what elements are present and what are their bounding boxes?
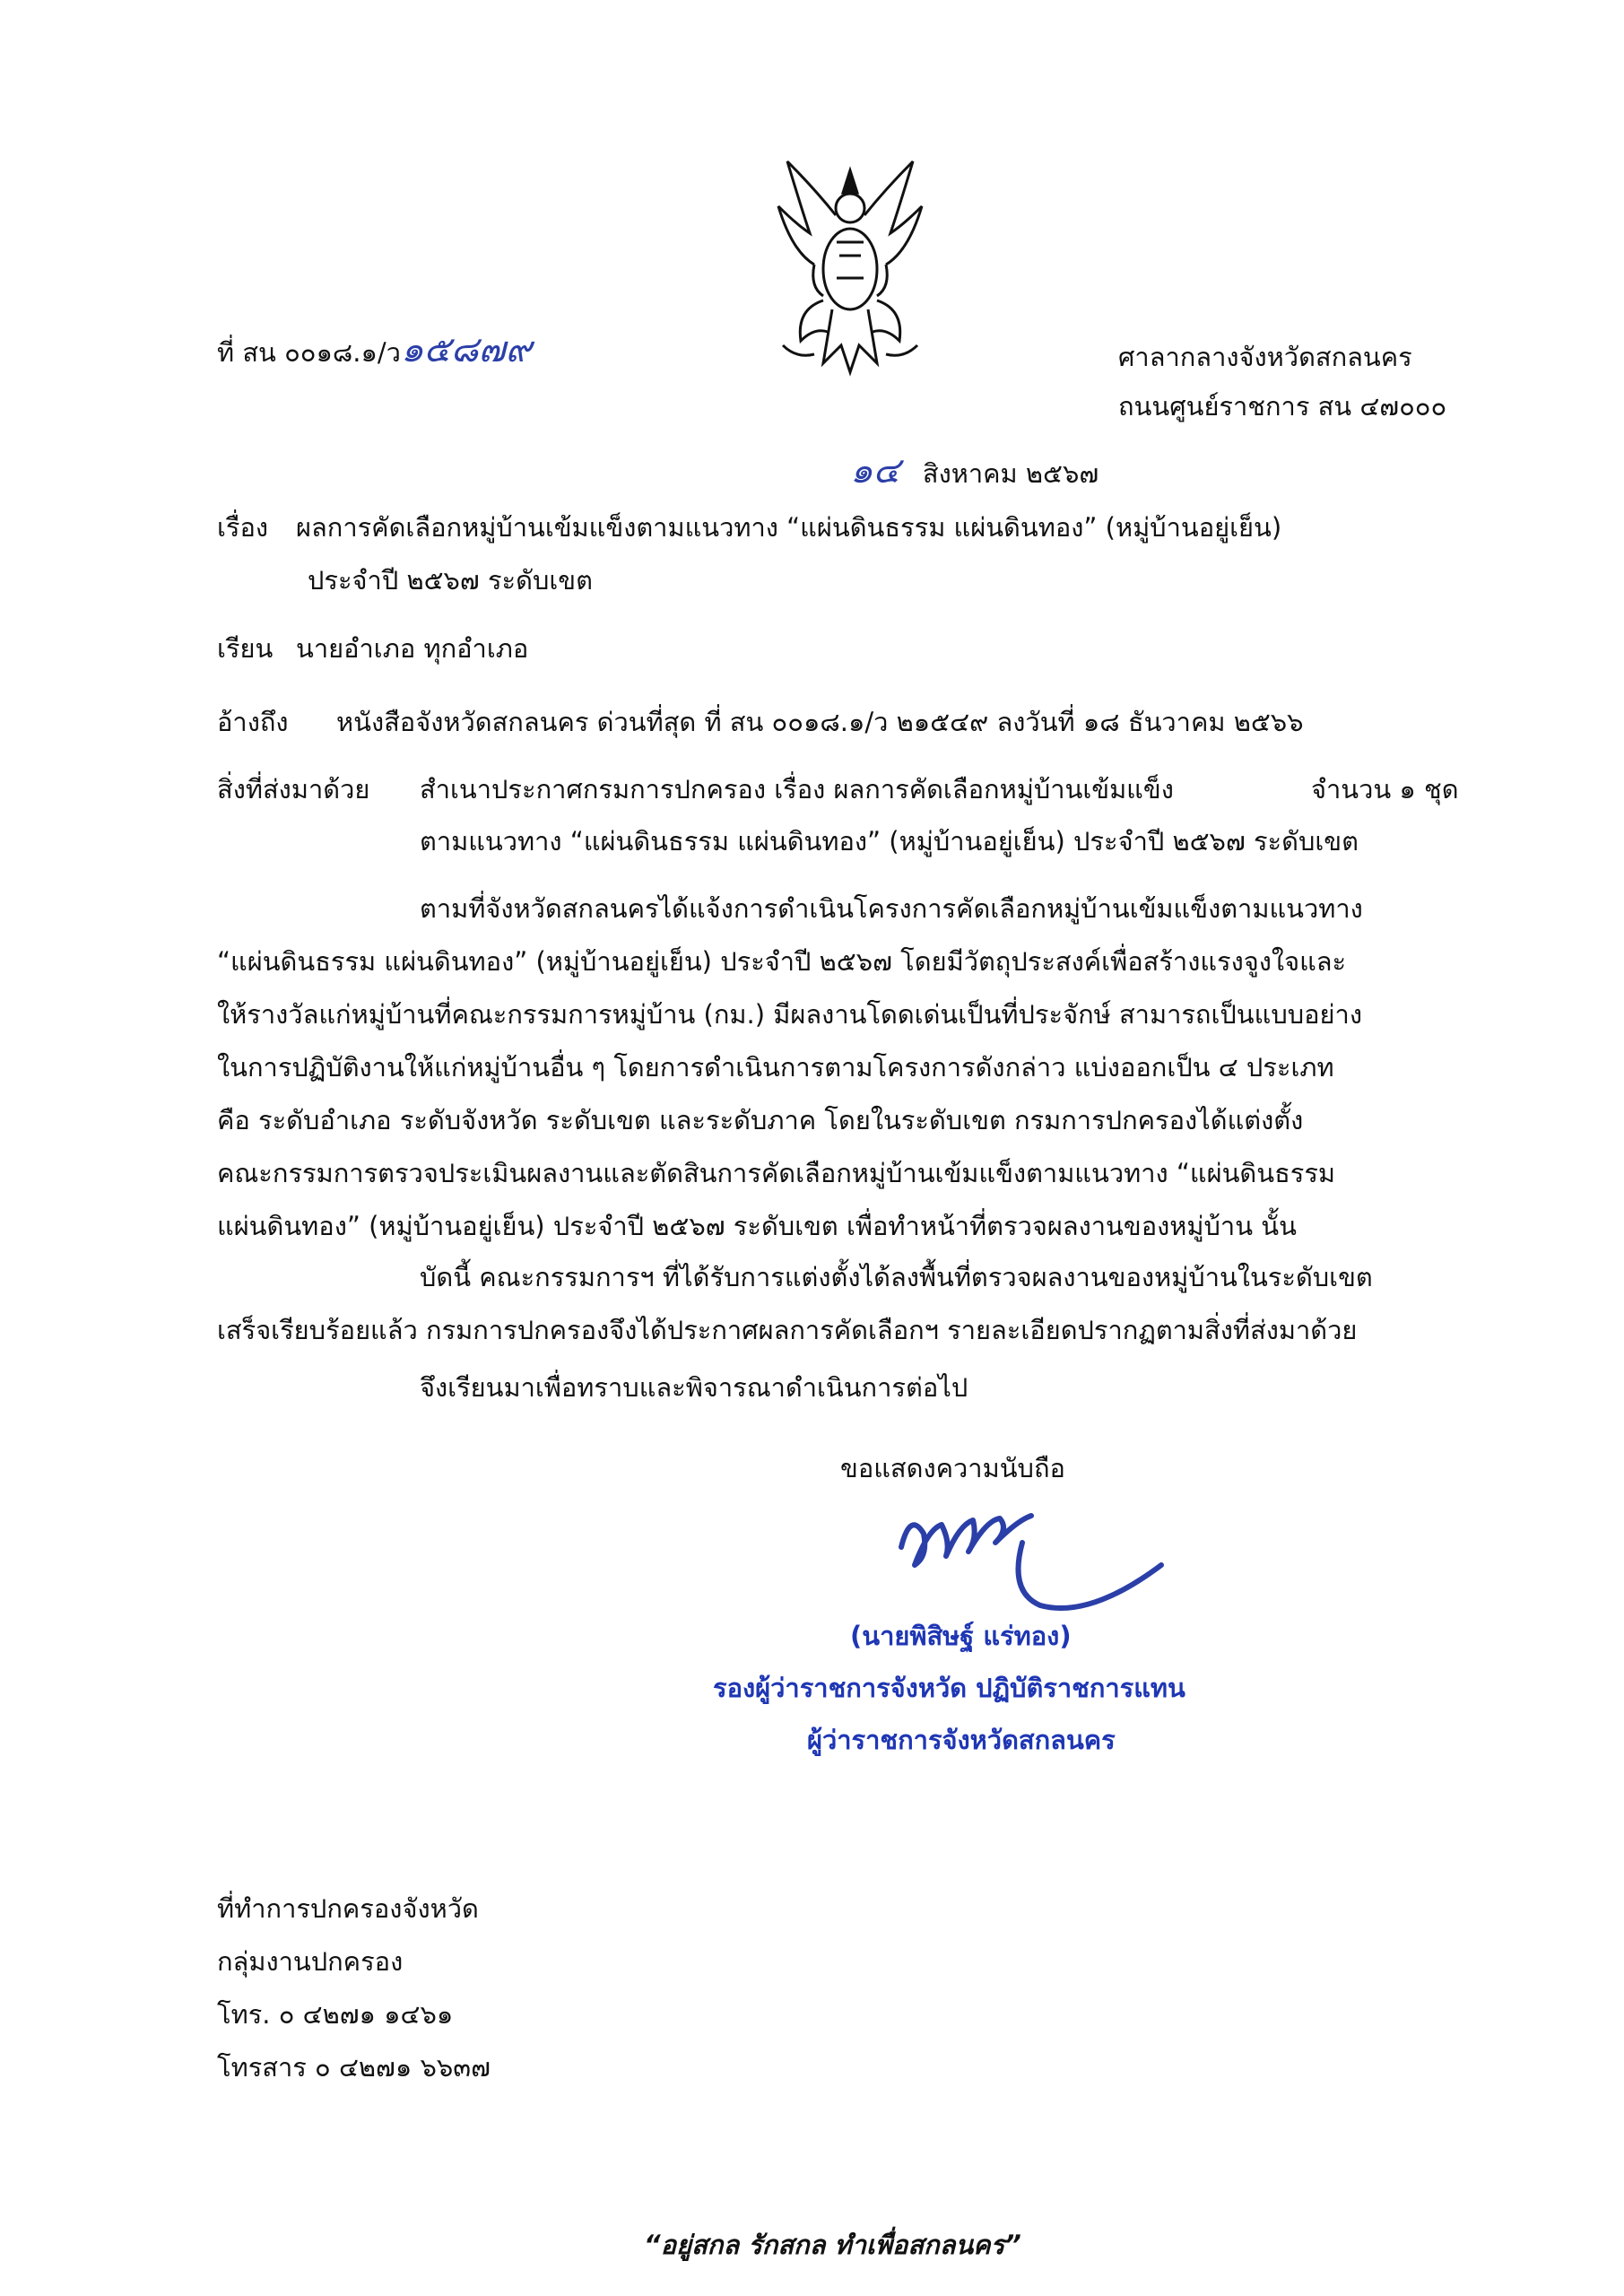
reference-value: หนังสือจังหวัดสกลนคร ด่วนที่สุด ที่ สน ๐๐๑๘.๑/ว ๒๑๕๔๙ ลงวันที่ ๑๘ ธันวาคม ๒๕๖๖: [336, 707, 1304, 737]
enclosure-quantity: จำนวน ๑ ชุด: [1311, 774, 1459, 804]
enclosure-label: สิ่งที่ส่งมาด้วย: [217, 774, 370, 804]
handwritten-reference-number: ๑๕๘๗๙: [400, 329, 532, 370]
subject-line1: ผลการคัดเลือกหมู่บ้านเข้มแข็งตามแนวทาง “แผ่นดินธรรม แผ่นดินทอง” (หมู่บ้านอยู่เย็น): [296, 512, 1282, 543]
signatory-name: (นายพิสิษฐ์ แร่ทอง): [850, 1621, 1072, 1651]
subject-line2: ประจำปี ๒๕๖๗ ระดับเขต: [308, 565, 593, 596]
signature-icon: [874, 1493, 1179, 1628]
paragraph-line: ให้รางวัลแก่หมู่บ้านที่คณะกรรมการหมู่บ้าน (กม.) มีผลงานโดดเด่นเป็นที่ประจักษ์ สามารถเป็นแบบอย่าง: [217, 999, 1362, 1030]
handwritten-date-day: ๑๔: [850, 450, 900, 491]
paragraph-line: “แผ่นดินธรรม แผ่นดินทอง” (หมู่บ้านอยู่เย็น) ประจำปี ๒๕๖๗ โดยมีวัตถุประสงค์เพื่อสร้างแรงจูงใจและ: [217, 946, 1347, 977]
contact-unit: กลุ่มงานปกครอง: [217, 1946, 404, 1977]
subject-label: เรื่อง: [217, 512, 269, 543]
to-label: เรียน: [217, 633, 274, 664]
contact-office: ที่ทำการปกครองจังหวัด: [217, 1893, 479, 1924]
footer-slogan: “อยู่สกล รักสกล ทำเพื่อสกลนคร”: [644, 2230, 1021, 2260]
paragraph-line: บัดนี้ คณะกรรมการฯ ที่ได้รับการแต่งตั้งได้ลงพื้นที่ตรวจผลงานของหมู่บ้านในระดับเขต: [420, 1262, 1373, 1292]
reference-label: อ้างถึง: [217, 707, 289, 737]
closing-salutation: ขอแสดงความนับถือ: [840, 1453, 1065, 1483]
office-address-line2: ถนนศูนย์ราชการ สน ๔๗๐๐๐: [1118, 391, 1447, 422]
body-paragraph-2: [217, 1251, 1472, 1357]
date-month-year: สิงหาคม ๒๕๖๗: [922, 458, 1099, 489]
garuda-emblem-icon: [760, 152, 940, 386]
contact-fax: โทรสาร ๐ ๔๒๗๑ ๖๖๓๗: [217, 2052, 491, 2083]
paragraph-line: ในการปฏิบัติงานให้แก่หมู่บ้านอื่น ๆ โดยการดำเนินการตามโครงการดังกล่าว แบ่งออกเป็น ๔ ประเภท: [217, 1052, 1334, 1083]
enclosure-line1: สำเนาประกาศกรมการปกครอง เรื่อง ผลการคัดเลือกหมู่บ้านเข้มแข็ง: [420, 774, 1174, 804]
paragraph-line: คือ ระดับอำเภอ ระดับจังหวัด ระดับเขต และระดับภาค โดยในระดับเขต กรมการปกครองได้แต่งตั้ง: [217, 1105, 1304, 1135]
to-value: นายอำเภอ ทุกอำเภอ: [296, 633, 529, 664]
contact-telephone: โทร. ๐ ๔๒๗๑ ๑๔๖๑: [217, 1999, 454, 2030]
letter-date: [850, 450, 1099, 491]
paragraph-line: ตามที่จังหวัดสกลนครได้แจ้งการดำเนินโครงการคัดเลือกหมู่บ้านเข้มแข็งตามแนวทาง: [420, 893, 1363, 924]
enclosure-line2: ตามแนวทาง “แผ่นดินธรรม แผ่นดินทอง” (หมู่บ้านอยู่เย็น) ประจำปี ๒๕๖๗ ระดับเขต: [420, 826, 1359, 857]
reference-number: [217, 329, 532, 370]
reference-prefix: ที่ สน ๐๐๑๘.๑/ว: [217, 337, 401, 368]
office-address-line1: ศาลากลางจังหวัดสกลนคร: [1118, 342, 1412, 372]
body-paragraph-1: [217, 883, 1472, 1253]
paragraph-line: แผ่นดินทอง” (หมู่บ้านอยู่เย็น) ประจำปี ๒๕๖๗ ระดับเขต เพื่อทำหน้าที่ตรวจผลงานของหมู่บ้าน นั้น: [217, 1211, 1297, 1241]
signatory-position-line1: รองผู้ว่าราชการจังหวัด ปฏิบัติราชการแทน: [713, 1673, 1185, 1703]
body-paragraph-3: จึงเรียนมาเพื่อทราบและพิจารณาดำเนินการต่อไป: [420, 1372, 968, 1403]
paragraph-line: เสร็จเรียบร้อยแล้ว กรมการปกครองจึงได้ประกาศผลการคัดเลือกฯ รายละเอียดปรากฏตามสิ่งที่ส่งมาด้วย: [217, 1315, 1358, 1345]
signatory-position-line2: ผู้ว่าราชการจังหวัดสกลนคร: [807, 1725, 1116, 1755]
paragraph-line: คณะกรรมการตรวจประเมินผลงานและตัดสินการคัดเลือกหมู่บ้านเข้มแข็งตามแนวทาง “แผ่นดินธรรม: [217, 1158, 1336, 1188]
